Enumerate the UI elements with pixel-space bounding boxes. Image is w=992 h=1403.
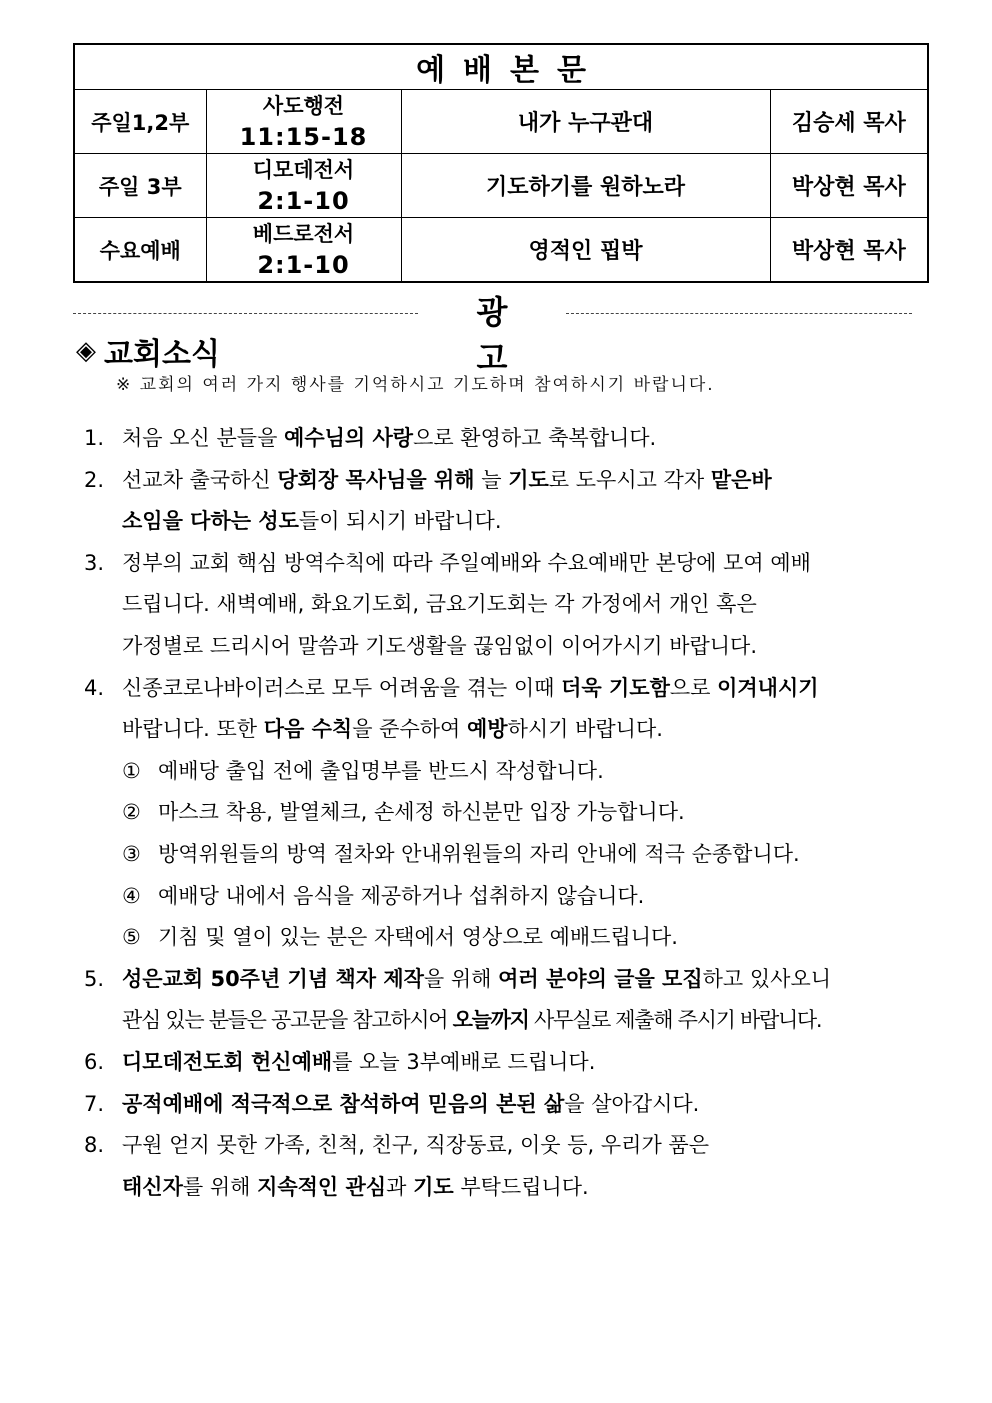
- item-emphasis: 당회장 목사님을 위해: [277, 467, 475, 492]
- sub-item-mark: ③: [122, 841, 141, 866]
- item-emphasis: 예수님의 사랑: [284, 426, 414, 450]
- item-number: 3.: [84, 550, 105, 575]
- item-number: 4.: [84, 675, 105, 700]
- item-emphasis: 여러 분야의 글을 모집: [498, 966, 703, 991]
- list-item: [84, 1042, 864, 1084]
- item-text: 과: [386, 1174, 414, 1199]
- item-number: 2.: [84, 467, 105, 492]
- item-emphasis: 성은교회 50주년 기념 책자 제작: [122, 966, 424, 991]
- list-item: [84, 959, 864, 1042]
- service-name: 주일 3부: [74, 154, 206, 218]
- item-text: 을 준수하여: [352, 717, 467, 742]
- item-text: 으로: [669, 675, 718, 700]
- diamond-bullet-icon: ◈: [76, 336, 96, 366]
- passage-ref: 2:1-10: [257, 250, 350, 279]
- item-emphasis: 더욱 기도함: [561, 675, 670, 700]
- item-text: 구원 얻지 못한 가족, 친척, 친구, 직장동료, 이웃 등, 우리가 품은: [122, 1133, 709, 1158]
- sub-item: [84, 751, 864, 793]
- list-item: [84, 460, 864, 543]
- item-text: 바랍니다. 또한: [122, 717, 264, 742]
- scripture-table: [73, 43, 929, 283]
- sub-item: [84, 917, 864, 959]
- passage: [206, 154, 401, 218]
- item-emphasis: 디모데전도회 헌신예배: [122, 1049, 333, 1074]
- sub-item-mark: ⑤: [122, 925, 141, 950]
- item-emphasis: 지속적인 관심: [257, 1174, 387, 1199]
- dashed-divider: [73, 313, 418, 314]
- item-text: 사무실로 제출해 주시기 바랍니다.: [528, 1008, 822, 1033]
- item-emphasis: 공적예배에 적극적으로 참석하여 믿음의 본된 삶: [122, 1091, 565, 1116]
- list-item: [84, 668, 864, 751]
- list-item: [84, 543, 864, 668]
- scripture-header: 예배본문: [74, 44, 928, 90]
- sermon-title: 영적인 핍박: [401, 218, 770, 283]
- item-text: 를 위해: [182, 1174, 258, 1199]
- sub-item-text: 마스크 착용, 발열체크, 손세정 하신분만 입장 가능합니다.: [158, 800, 685, 825]
- item-number: 1.: [84, 426, 105, 450]
- item-text: 하고 있사오니: [702, 966, 832, 991]
- preacher: 김승세 목사: [770, 90, 928, 154]
- sub-item: [84, 876, 864, 918]
- item-text: 로 도우시고 각자: [548, 467, 711, 492]
- sub-item-mark: ②: [122, 800, 141, 825]
- item-emphasis: 다음 수칙: [263, 717, 353, 742]
- service-name: 수요예배: [74, 218, 206, 283]
- sub-item-text: 예배당 출입 전에 출입명부를 반드시 작성합니다.: [158, 758, 604, 783]
- item-text: 들이 되시기 바랍니다.: [298, 509, 502, 534]
- item-text: 정부의 교회 핵심 방역수칙에 따라 주일예배와 수요예배만 본당에 모여 예배: [122, 550, 811, 575]
- passage: [206, 90, 401, 154]
- preacher: 박상현 목사: [770, 218, 928, 283]
- section-title: 교회소식: [104, 337, 220, 372]
- section-note: ※ 교회의 여러 가지 행사를 기억하시고 기도하며 참여하시기 바랍니다.: [116, 375, 715, 395]
- item-text: 관심 있는 분들은 공고문을 참고하시어: [122, 1008, 453, 1033]
- sub-item-text: 예배당 내에서 음식을 제공하거나 섭취하지 않습니다.: [158, 883, 645, 908]
- item-number: 6.: [84, 1049, 105, 1074]
- sermon-title: 내가 누구관대: [401, 90, 770, 154]
- passage-ref: 11:15-18: [239, 122, 368, 151]
- list-item: [84, 1084, 864, 1126]
- item-emphasis: 오늘까지: [452, 1008, 529, 1033]
- item-emphasis: 태신자: [122, 1174, 183, 1199]
- item-text: 를 오늘 3부예배로 드립니다.: [332, 1049, 596, 1074]
- item-text: 신종코로나바이러스로 모두 어려움을 겪는 이때: [122, 675, 562, 700]
- item-text: 부탁드립니다.: [453, 1174, 589, 1199]
- sub-item: [84, 792, 864, 834]
- item-number: 5.: [84, 966, 105, 991]
- passage-ref: 2:1-10: [257, 186, 350, 215]
- scripture-header-row: [74, 44, 928, 90]
- item-emphasis: 기도: [508, 467, 549, 492]
- item-text: 처음 오신 분들을: [122, 426, 285, 450]
- sub-item: [84, 834, 864, 876]
- item-number: 7.: [84, 1091, 105, 1116]
- sub-item-text: 기침 및 열이 있는 분은 자택에서 영상으로 예배드립니다.: [158, 925, 678, 950]
- passage-book: 디모데전서: [252, 157, 355, 182]
- item-number: 8.: [84, 1133, 105, 1158]
- sub-item-mark: ④: [122, 883, 141, 908]
- announcement-list: [84, 418, 864, 1208]
- list-item: [84, 1125, 864, 1208]
- item-text: 을 위해: [423, 966, 499, 991]
- item-emphasis: 소임을 다하는 성도: [122, 509, 299, 534]
- table-row: [74, 154, 928, 218]
- dashed-divider: [566, 313, 912, 314]
- item-emphasis: 기도: [413, 1174, 454, 1199]
- item-text: 드립니다. 새벽예배, 화요기도회, 금요기도회는 각 가정에서 개인 혹은: [122, 592, 757, 617]
- service-name: 주일1,2부: [74, 90, 206, 154]
- item-emphasis: 예방: [467, 717, 508, 742]
- list-item: [84, 418, 864, 460]
- item-text: 하시기 바랍니다.: [507, 717, 663, 742]
- item-text: 으로 환영하고 축복합니다.: [413, 426, 657, 450]
- passage-book: 사도행전: [262, 93, 345, 118]
- sermon-title: 기도하기를 원하노라: [401, 154, 770, 218]
- sub-item-mark: ①: [122, 758, 141, 783]
- item-emphasis: 이겨내시기: [717, 675, 819, 700]
- preacher: 박상현 목사: [770, 154, 928, 218]
- table-row: [74, 90, 928, 154]
- item-text: 선교차 출국하신: [122, 467, 278, 492]
- item-emphasis: 맡은바: [710, 467, 772, 492]
- item-text: 늘: [474, 467, 509, 492]
- sub-item-text: 방역위원들의 방역 절차와 안내위원들의 자리 안내에 적극 순종합니다.: [158, 841, 800, 866]
- table-row: [74, 218, 928, 283]
- item-text: 가정별로 드리시어 말씀과 기도생활을 끊임없이 이어가시기 바랍니다.: [122, 633, 758, 658]
- section-heading: [76, 333, 220, 372]
- announcement-title: 광고: [476, 293, 548, 377]
- passage-book: 베드로전서: [252, 221, 355, 246]
- item-text: 을 살아갑시다.: [564, 1091, 700, 1116]
- passage: [206, 218, 401, 283]
